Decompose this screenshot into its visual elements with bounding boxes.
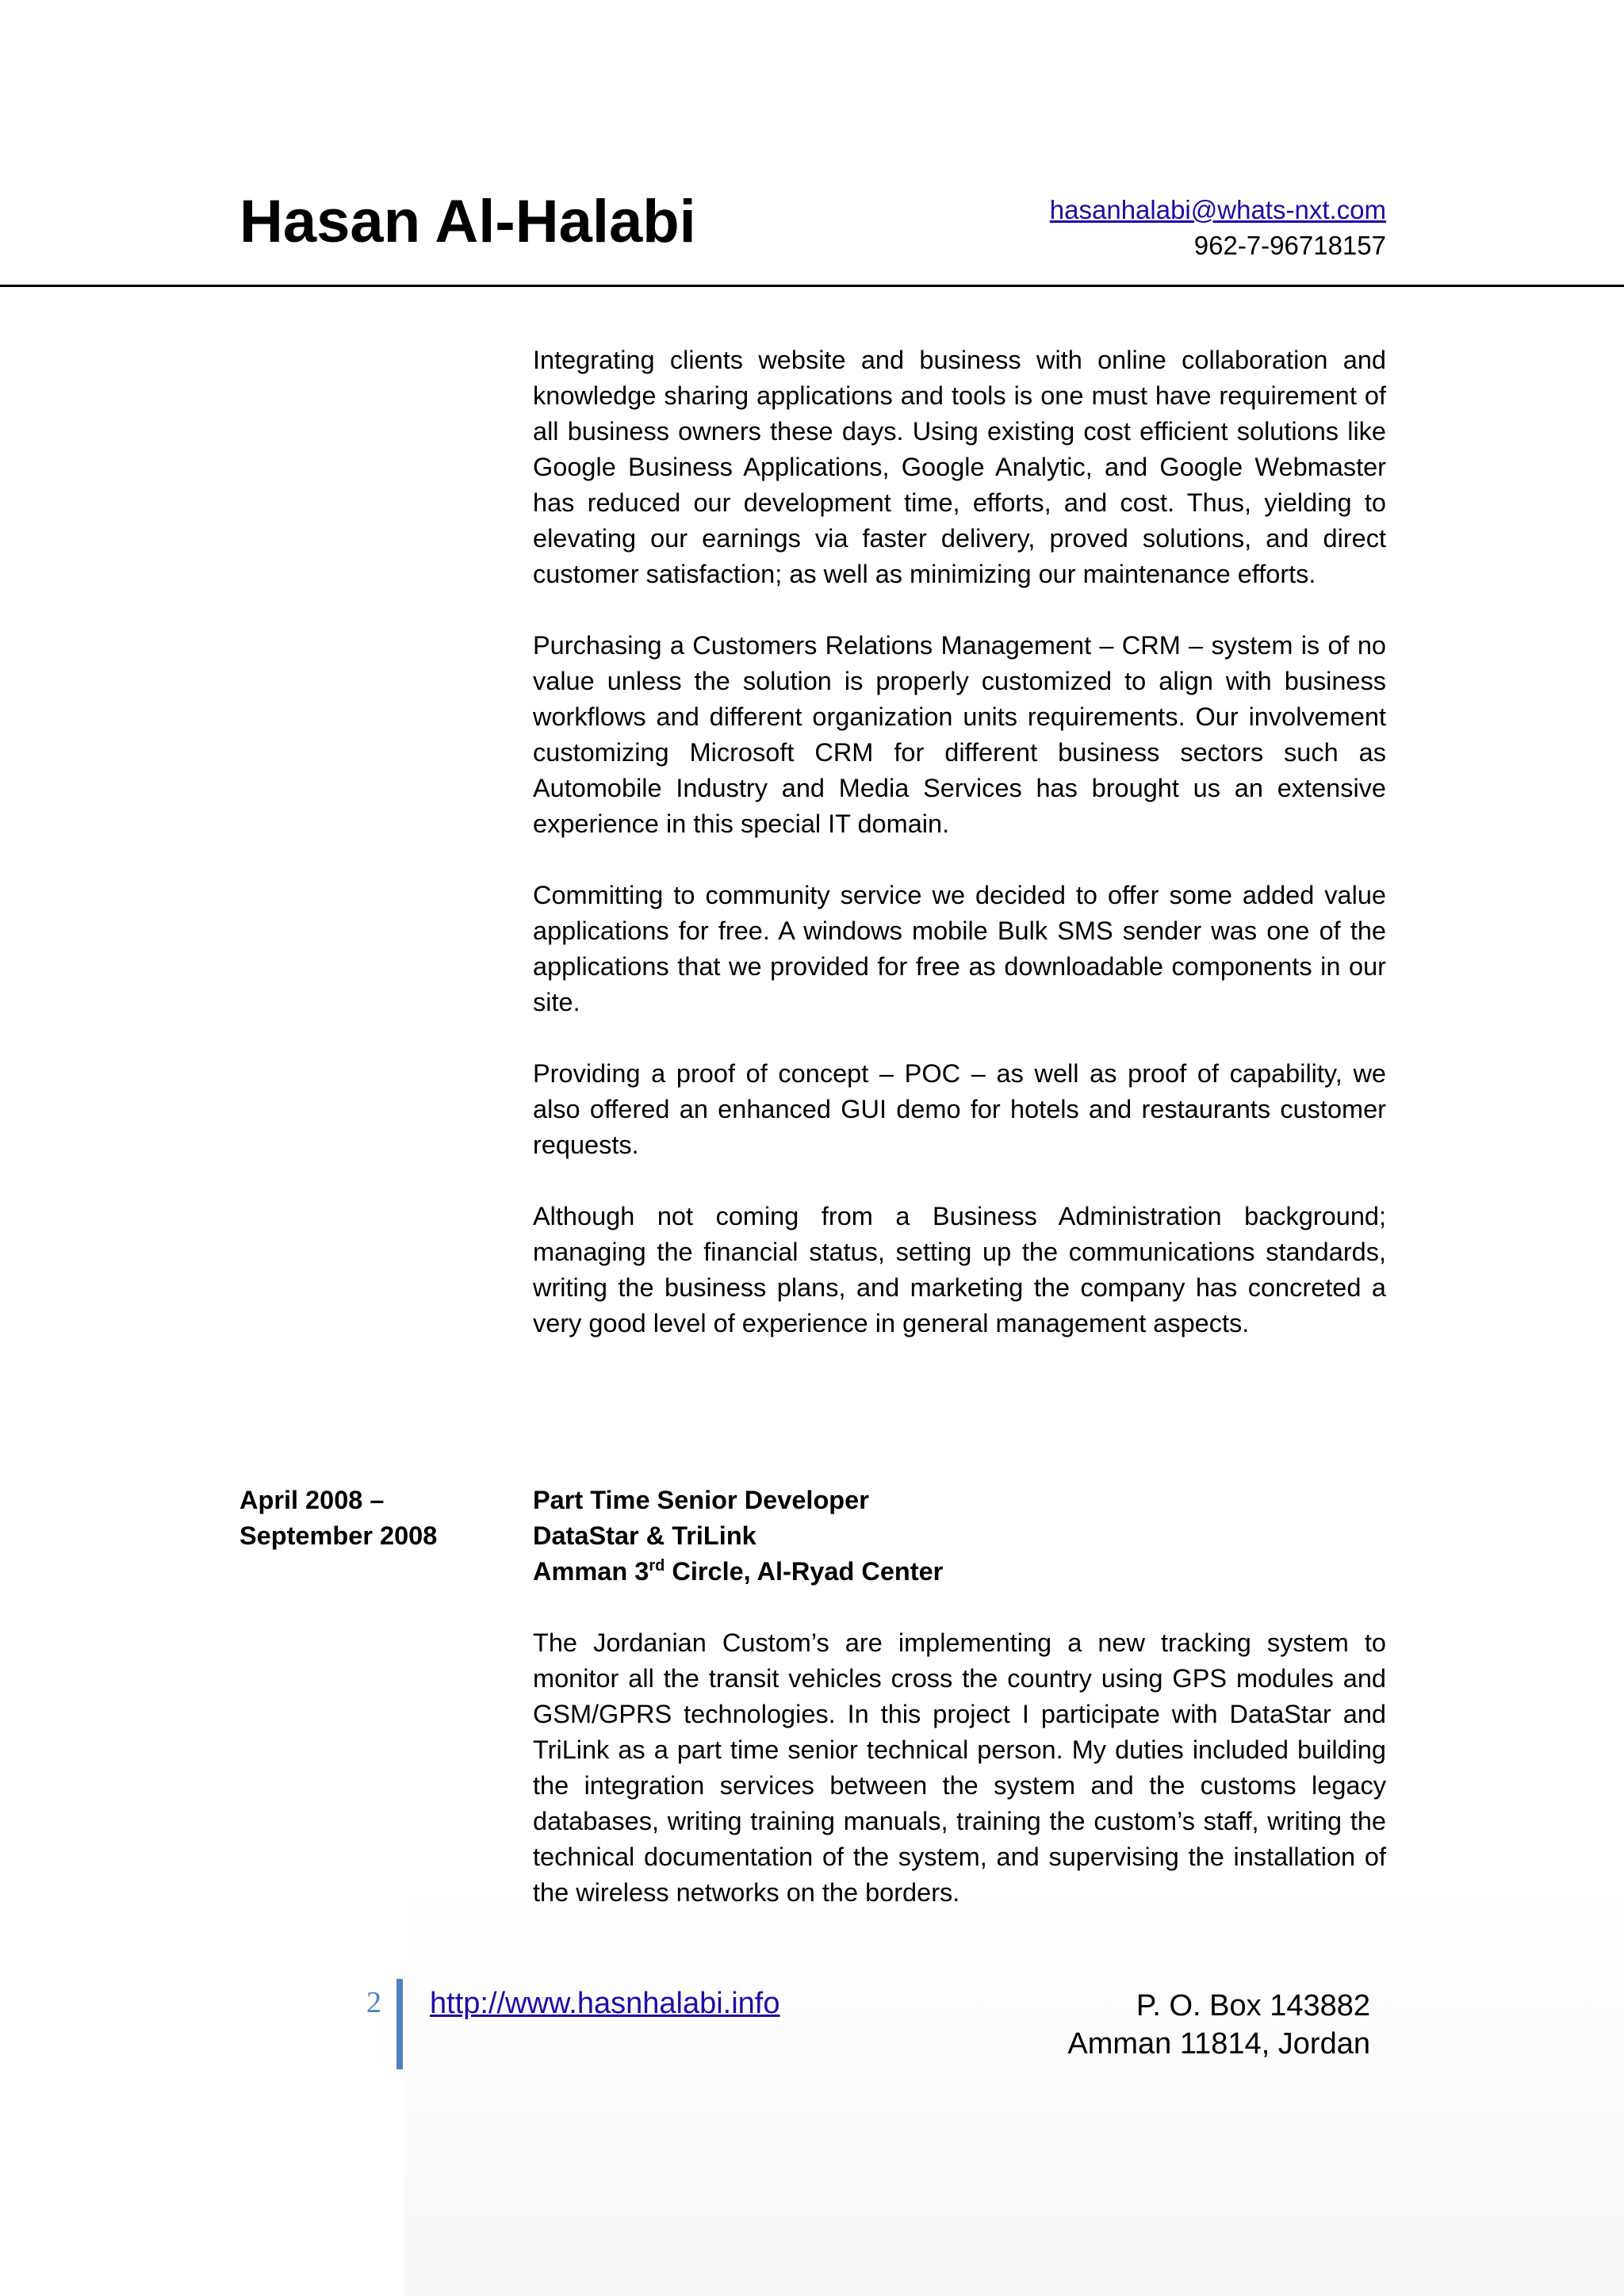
job-details: [533, 1483, 1386, 1911]
job-dates: [239, 1483, 501, 1554]
job-heading: [533, 1483, 1386, 1590]
paragraph-poc: Providing a proof of concept – POC – as well as proof of capability, we also offered an enhanced GUI demo for hotels and restaurants customer requests.: [533, 1059, 1386, 1159]
page-number: 2: [366, 1986, 381, 2019]
header-divider: [0, 285, 1624, 287]
resume-name: Hasan Al-Halabi: [239, 188, 696, 255]
paragraph-crm: Purchasing a Customers Relations Management – CRM – system is of no value unless the solution is properly customized to align with business workflows and different organization units requirements. Our involvement customizing Microsoft CRM for different business sectors such as Automobile Industry and Media Services has brought us an extensive experience in this special IT domain.: [533, 631, 1386, 838]
job-company: DataStar & TriLink: [533, 1521, 756, 1550]
job-location: [533, 1554, 1386, 1590]
job-date-end: September 2008: [239, 1521, 438, 1550]
job-location-ordinal: rd: [649, 1557, 665, 1575]
address-line-2: Amman 11814, Jordan: [1067, 2027, 1370, 2061]
job-location-suffix: Circle, Al-Ryad Center: [665, 1557, 944, 1586]
business-description: [533, 342, 1386, 1377]
job-title: Part Time Senior Developer: [533, 1486, 869, 1514]
footer-address: [1067, 1987, 1370, 2063]
job-date-start: April 2008 –: [239, 1486, 385, 1514]
website-link[interactable]: http://www.hasnhalabi.info: [430, 1987, 780, 2020]
contact-block: [1050, 192, 1386, 263]
email-link[interactable]: hasanhalabi@whats-nxt.com: [1049, 195, 1386, 224]
paragraph-collaboration: Integrating clients website and business with online collaboration and knowledge sharing applications and tools is one must have requirement of all business owners these days. Using existing cost efficient solutions like Google Business Applications, Google Analytic, and Google Webmaster has reduced our development time, efforts, and cost. Thus, yielding to elevating our earnings via faster delivery, proved solutions, and direct customer satisfaction; as well as minimizing our maintenance efforts.: [533, 346, 1386, 588]
address-line-1: P. O. Box 143882: [1136, 1989, 1370, 2022]
paragraph-management: Although not coming from a Business Administration background; managing the financial status, setting up the communications standards, writing the business plans, and marketing the company has concreted a very good level of experience in general management aspects.: [533, 1202, 1386, 1337]
job-location-prefix: Amman 3: [533, 1557, 649, 1586]
footer-background-shade: [404, 1879, 1624, 2296]
job-description: The Jordanian Custom’s are implementing a new tracking system to monitor all the transit vehicles cross the country using GPS modules and GSM/GPRS technologies. In this project I participate with DataStar and TriLink as a part time senior technical person. My duties included building the integration services between the system and the customs legacy databases, writing training manuals, training the custom’s staff, writing the technical documentation of the system, and supervising the installation of the wireless networks on the borders.: [533, 1628, 1386, 1907]
footer-accent-bar: [396, 1979, 403, 2069]
phone-number: 962-7-96718157: [1193, 231, 1386, 260]
paragraph-community: Committing to community service we decided to offer some added value applications for free. A windows mobile Bulk SMS sender was one of the applications that we provided for free as downloadable components in our site.: [533, 881, 1386, 1016]
